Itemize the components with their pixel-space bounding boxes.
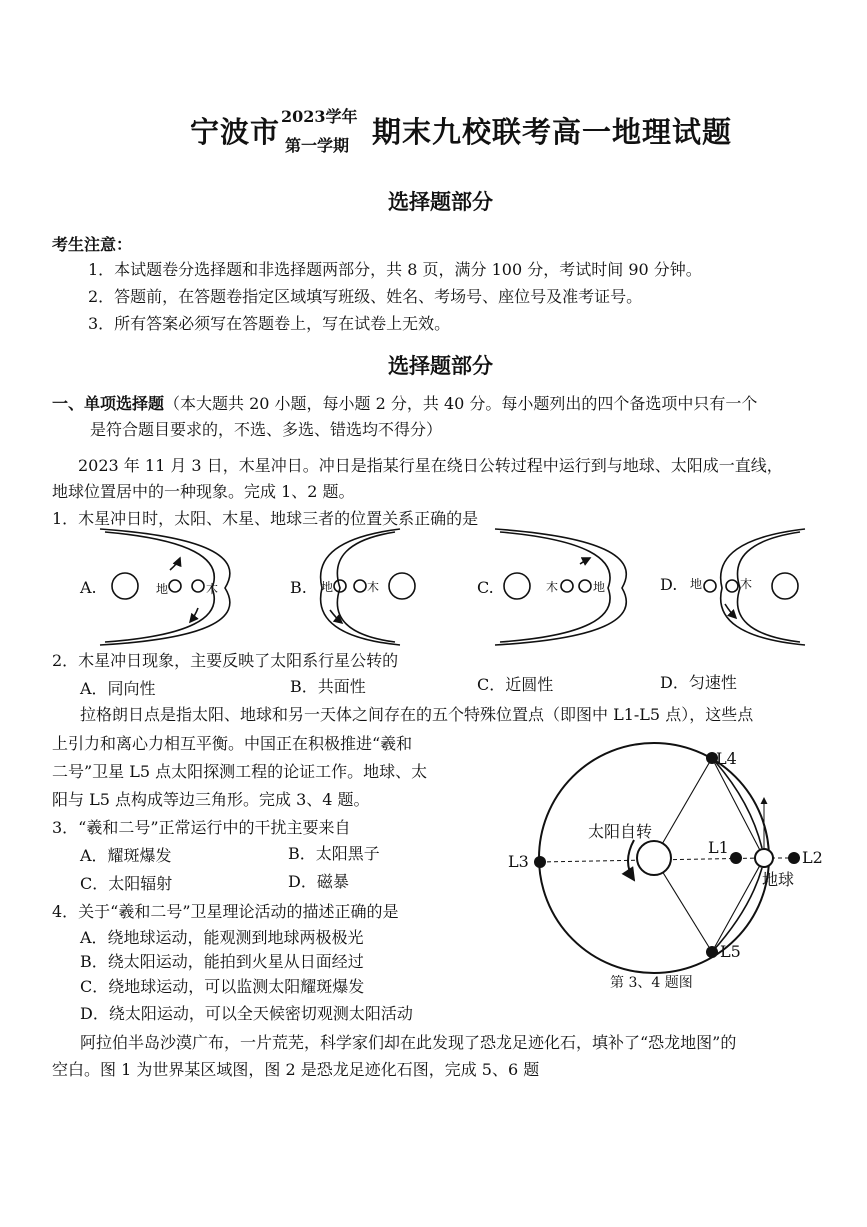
q1-option-a: A. [80, 578, 97, 597]
notice-item: 1．本试题卷分选择题和非选择题两部分，共 8 页，满分 100 分，考试时间 90 分钟。 [88, 260, 702, 279]
passage-line: 拉格朗日点是指太阳、地球和另一天体之间存在的五个特殊位置点（即图中 L1-L5 点），这些点 [80, 705, 754, 724]
title-main: 期末九校联考高一地理试题 [372, 115, 733, 149]
earth-c [579, 580, 591, 592]
part-header [52, 394, 757, 414]
earth-label: 地 [156, 582, 169, 596]
part-label: 一、单项选择题 [52, 394, 165, 413]
q1-option-b: B. [290, 578, 307, 597]
q4-option-d: D．绕太阳运动，可以全天候密切观测太阳活动 [80, 1004, 413, 1023]
orbit-arrow [190, 608, 198, 622]
notice-item: 2．答题前，在答题卷指定区域填写班级、姓名、考场号、座位号及准考证号。 [88, 287, 643, 306]
title-city: 宁波市 [190, 115, 281, 149]
sun-d [772, 573, 798, 599]
notice-item: 3．所有答案必须写在答题卷上，写在试卷上无效。 [88, 314, 451, 333]
orbit-arrow [170, 558, 180, 570]
passage-line: 阿拉伯半岛沙漠广布，一片荒芜，科学家们却在此发现了恐龙足迹化石，填补了“恐龙地图”的 [80, 1033, 737, 1052]
passage-line: 二号”卫星 L5 点太阳探测工程的论证工作。地球、太 [52, 762, 428, 781]
jupiter-label: 木 [546, 580, 559, 594]
earth-label: 地 [593, 580, 606, 594]
q4-option-a: A．绕地球运动，能观测到地球两极极光 [80, 928, 364, 947]
title-term: 第一学期 [285, 136, 350, 155]
l5-point [706, 946, 718, 958]
sun [637, 841, 671, 875]
figure-caption: 第 3、4 题图 [610, 975, 693, 991]
l1-point [730, 852, 742, 864]
jupiter-b [354, 580, 366, 592]
q3-option-c: C．太阳辐射 [80, 874, 173, 893]
q2-option-b: B．共面性 [290, 677, 366, 696]
question-4-stem: 4．关于“羲和二号”卫星理论活动的描述正确的是 [52, 902, 399, 921]
label-earth: 地球 [762, 870, 795, 889]
earth-label: 地 [321, 580, 334, 594]
q4-option-b: B．绕太阳运动，能拍到火星从日面经过 [80, 952, 364, 971]
jupiter-label: 木 [206, 582, 219, 596]
earth [755, 849, 773, 867]
q1-option-c: C. [477, 578, 494, 597]
q3-option-b: B．太阳黑子 [288, 844, 380, 863]
q2-option-a: A．同向性 [80, 679, 156, 698]
passage-line: 地球位置居中的一种现象。完成 1、2 题。 [52, 482, 355, 501]
question-1-stem: 1．木星冲日时，太阳、木星、地球三者的位置关系正确的是 [52, 509, 479, 528]
label-l5: L5 [720, 942, 741, 961]
title-year: 2023学年 [281, 107, 358, 126]
question-2-stem: 2．木星冲日现象，主要反映了太阳系行星公转的 [52, 651, 399, 670]
passage-line: 阳与 L5 点构成等边三角形。完成 3、4 题。 [52, 790, 370, 809]
earth-d [704, 580, 716, 592]
q2-option-d: D．匀速性 [660, 673, 737, 692]
earth-a [169, 580, 181, 592]
label-l1: L1 [708, 838, 729, 857]
q3-option-a: A．耀斑爆发 [80, 846, 172, 865]
section-heading: 选择题部分 [388, 353, 493, 378]
passage-line: 上引力和离心力相互平衡。中国正在积极推进“羲和 [52, 734, 413, 753]
sun-a [112, 573, 138, 599]
earth-label: 地 [690, 577, 703, 591]
jupiter-a [192, 580, 204, 592]
l2-point [788, 852, 800, 864]
label-sun-rotation: 太阳自转 [588, 822, 653, 841]
passage-line: 2023 年 11 月 3 日，木星冲日。冲日是指某行星在绕日公转过程中运行到与地球、太阳成一直线， [78, 456, 783, 475]
jupiter-c [561, 580, 573, 592]
jupiter-label: 木 [367, 580, 380, 594]
label-l4: L4 [716, 749, 737, 768]
section-heading: 选择题部分 [388, 189, 493, 214]
q1-option-d: D. [660, 575, 678, 594]
passage-line: 空白。图 1 为世界某区域图，图 2 是恐龙足迹化石图，完成 5、6 题 [52, 1060, 540, 1079]
orbit-d-outer [721, 529, 805, 645]
l3-point [534, 856, 546, 868]
question-3-stem: 3．“羲和二号”正常运行中的干扰主要来自 [52, 818, 351, 837]
sun-b [389, 573, 415, 599]
q3-option-d: D．磁暴 [288, 872, 349, 891]
notice-heading: 考生注意： [52, 235, 133, 254]
part-desc: （本大题共 20 小题，每小题 2 分，共 40 分。每小题列出的四个备选项中只有一个 [164, 394, 758, 413]
jupiter-label: 木 [740, 577, 753, 591]
label-l2: L2 [802, 848, 823, 867]
q4-option-c: C．绕地球运动，可以监测太阳耀斑爆发 [80, 977, 365, 996]
orbit-arrow [580, 558, 590, 564]
sun-c [504, 573, 530, 599]
label-l3: L3 [508, 852, 529, 871]
jupiter-d [726, 580, 738, 592]
part-desc-2: 是符合题目要求的，不选、多选、错选均不得分） [90, 420, 443, 439]
q2-option-c: C．近圆性 [477, 675, 554, 694]
